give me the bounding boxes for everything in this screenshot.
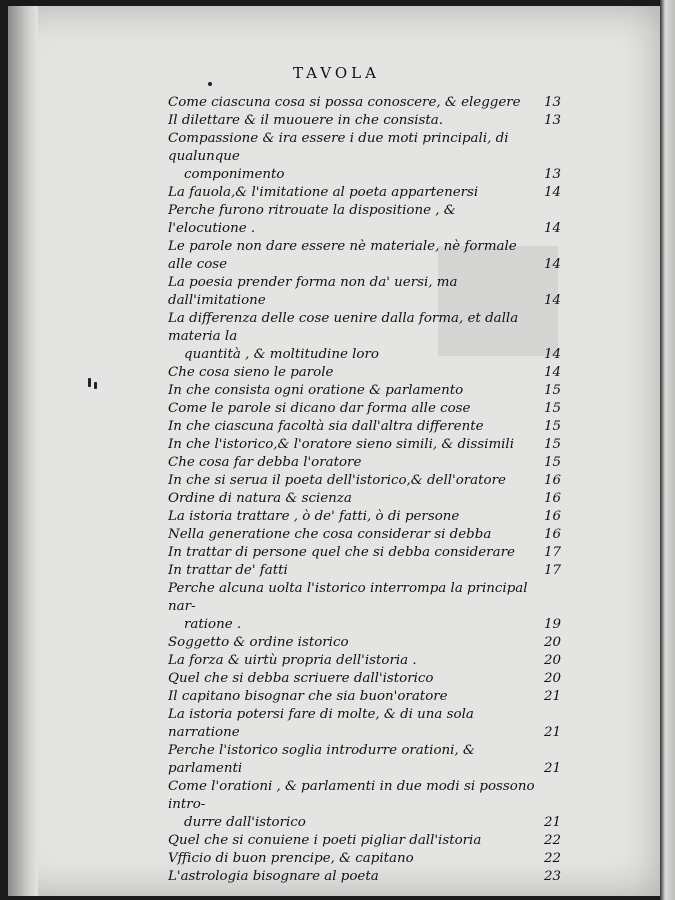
page-number: 16	[544, 509, 562, 524]
toc-entry	[168, 436, 578, 454]
entry-continuation: quantità , & moltitudine loro	[184, 347, 379, 362]
entry-text: Il capitano bisognar che sia buon'oratore	[168, 689, 448, 704]
ink-mark	[88, 378, 91, 387]
entry-text: In che consista ogni oratione & parlamento	[168, 383, 464, 398]
toc-entry	[168, 688, 578, 706]
page-number: 21	[544, 725, 562, 740]
entry-text: Compassione & ira essere i due moti principali, di qualunque	[168, 131, 509, 164]
entry-text: In che ciascuna facoltà sia dall'altra differente	[168, 419, 484, 434]
table-of-contents	[168, 94, 578, 886]
entry-text: Il dilettare & il muouere in che consista.	[168, 113, 444, 128]
entry-text: Che cosa far debba l'oratore	[168, 455, 362, 470]
entry-text: In trattar de' fatti	[168, 563, 288, 578]
entry-text: Soggetto & ordine istorico	[168, 635, 349, 650]
book-page	[8, 6, 660, 896]
page-number: 15	[544, 455, 562, 470]
toc-entry	[168, 562, 578, 580]
toc-entry	[168, 832, 578, 850]
toc-entry	[168, 364, 578, 382]
entry-text: La istoria trattare , ò de' fatti, ò di persone	[168, 509, 460, 524]
entry-text: Vfficio di buon prencipe, & capitano	[168, 851, 414, 866]
toc-entry	[168, 238, 578, 274]
entry-text: Perche furono ritrouate la dispositione , & l'elocutione .	[168, 203, 456, 236]
page-number: 14	[544, 185, 562, 200]
toc-entry	[168, 382, 578, 400]
toc-entry	[168, 112, 578, 130]
page-number: 21	[544, 689, 562, 704]
page-number: 14	[544, 365, 562, 380]
entry-text: L'astrologia bisognare al poeta	[168, 869, 379, 884]
entry-text: Le parole non dare essere nè materiale, nè formale alle cose	[168, 239, 517, 272]
toc-entry	[168, 184, 578, 202]
toc-entry	[168, 544, 578, 562]
page-number: 17	[544, 545, 562, 560]
entry-text: La poesia prender forma non da' uersi, ma dall'imitatione	[168, 275, 458, 308]
page-number: 14	[544, 257, 562, 272]
page-title: TAVOLA	[293, 64, 380, 82]
entry-continuation: componimento	[184, 167, 285, 182]
toc-entry	[168, 454, 578, 472]
toc-entry	[168, 130, 578, 184]
toc-entry	[168, 580, 578, 634]
entry-continuation: ratione .	[184, 617, 242, 632]
entry-text: In che si serua il poeta dell'istorico,& dell'oratore	[168, 473, 506, 488]
entry-text: Che cosa sieno le parole	[168, 365, 334, 380]
ink-mark	[94, 382, 97, 389]
entry-text: Quel che si conuiene i poeti pigliar dall'istoria	[168, 833, 482, 848]
toc-entry	[168, 850, 578, 868]
toc-entry	[168, 652, 578, 670]
page-number: 15	[544, 437, 562, 452]
entry-text: La istoria potersi fare di molte, & di una sola narratione	[168, 707, 474, 740]
page-number: 19	[544, 617, 562, 632]
entry-text: Perche alcuna uolta l'istorico interrompa la principal nar-	[168, 581, 528, 614]
entry-text: Come ciascuna cosa si possa conoscere, & eleggere	[168, 95, 521, 110]
page-number: 21	[544, 815, 562, 830]
page-number: 20	[544, 653, 562, 668]
toc-entry	[168, 526, 578, 544]
page-number: 20	[544, 635, 562, 650]
toc-entry	[168, 400, 578, 418]
toc-entry	[168, 742, 578, 778]
page-number: 22	[544, 851, 562, 866]
entry-text: Quel che si debba scriuere dall'istorico	[168, 671, 434, 686]
entry-text: Ordine di natura & scienza	[168, 491, 352, 506]
toc-entry	[168, 706, 578, 742]
toc-entry	[168, 310, 578, 364]
entry-text: La differenza delle cose uenire dalla forma, et dalla materia la	[168, 311, 519, 344]
page-number: 23	[544, 869, 562, 884]
page-gutter	[8, 6, 38, 896]
page-number: 15	[544, 383, 562, 398]
page-number: 14	[544, 293, 562, 308]
toc-entry	[168, 202, 578, 238]
page-number: 20	[544, 671, 562, 686]
toc-entry	[168, 274, 578, 310]
toc-entry	[168, 778, 578, 832]
page-number: 22	[544, 833, 562, 848]
entry-text: La forza & uirtù propria dell'istoria .	[168, 653, 417, 668]
entry-continuation: durre dall'istorico	[184, 815, 306, 830]
page-number: 15	[544, 401, 562, 416]
entry-text: In trattar di persone quel che si debba considerare	[168, 545, 515, 560]
page-number: 16	[544, 491, 562, 506]
page-number: 21	[544, 761, 562, 776]
page-number: 14	[544, 347, 562, 362]
ornament-dot	[208, 82, 212, 86]
entry-text: Perche l'istorico soglia introdurre orationi, & parlamenti	[168, 743, 475, 776]
entry-text: Come l'orationi , & parlamenti in due modi si possono intro-	[168, 779, 535, 812]
page-number: 13	[544, 113, 562, 128]
toc-entry	[168, 94, 578, 112]
toc-entry	[168, 490, 578, 508]
page-number: 15	[544, 419, 562, 434]
page-number: 16	[544, 473, 562, 488]
entry-text: Nella generatione che cosa considerar si debba	[168, 527, 492, 542]
toc-entry	[168, 418, 578, 436]
page-number: 17	[544, 563, 562, 578]
page-number: 16	[544, 527, 562, 542]
entry-text: La fauola,& l'imitatione al poeta appartenersi	[168, 185, 479, 200]
next-page-edge	[660, 0, 675, 900]
entry-text: Come le parole si dicano dar forma alle cose	[168, 401, 471, 416]
toc-entry	[168, 670, 578, 688]
toc-entry	[168, 868, 578, 886]
entry-text: In che l'istorico,& l'oratore sieno simili, & dissimili	[168, 437, 514, 452]
toc-entry	[168, 472, 578, 490]
toc-entry	[168, 634, 578, 652]
toc-entry	[168, 508, 578, 526]
page-number: 13	[544, 167, 562, 182]
page-number: 13	[544, 95, 562, 110]
page-number: 14	[544, 221, 562, 236]
